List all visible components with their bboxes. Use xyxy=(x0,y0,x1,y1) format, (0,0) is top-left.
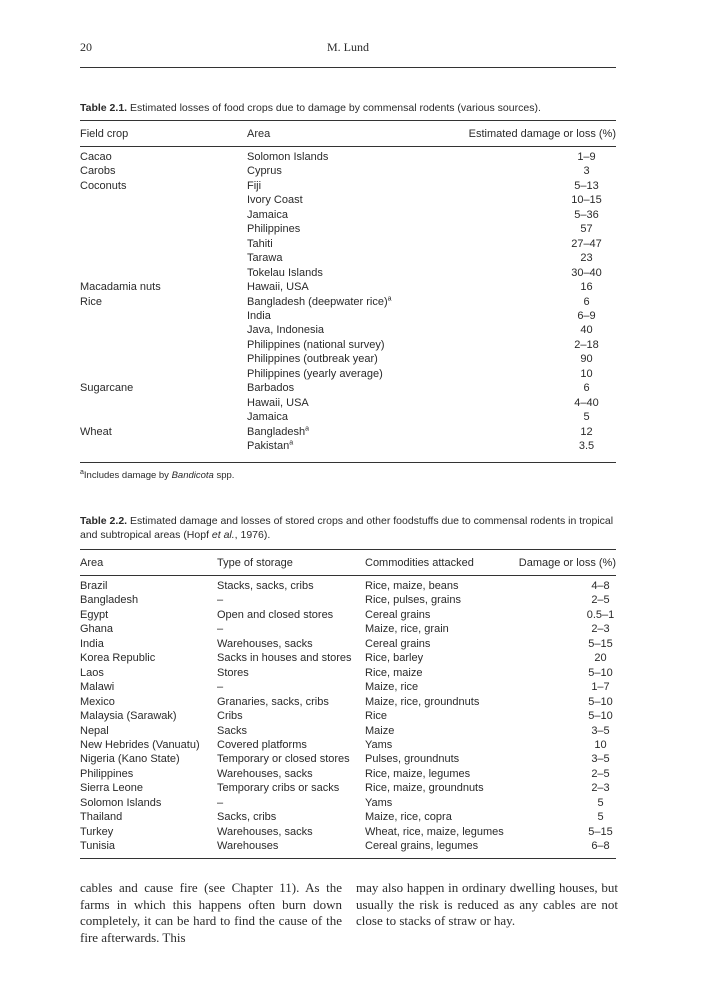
table2-caption-end: , 1976). xyxy=(234,529,271,541)
table1-area-text: Philippines (national survey) xyxy=(247,338,385,351)
table2-cell-area: Turkey xyxy=(80,825,114,838)
table2-cell-storage: Sacks, cribs xyxy=(217,811,277,824)
table2-cell-storage: Cribs xyxy=(217,710,243,723)
table2-bottom-rule xyxy=(80,858,616,859)
table1-cell-area xyxy=(247,222,447,236)
footnote-marker: a xyxy=(80,468,84,476)
table1 xyxy=(80,123,616,454)
table2-cell-damage: 2–3 xyxy=(591,623,610,636)
table1-cell-crop xyxy=(80,439,247,453)
table1-cell-damage: 5–13 xyxy=(574,179,599,192)
table1-cell-crop: Macadamia nuts xyxy=(80,281,161,294)
table1-area-text: India xyxy=(247,309,271,322)
table1-row xyxy=(80,439,616,453)
table2-cell-storage: – xyxy=(217,681,224,694)
table1-cell-area xyxy=(247,266,447,280)
table1-cell-area xyxy=(247,193,447,207)
table1-row xyxy=(80,208,616,222)
table2-cell-commodities: Cereal grains, legumes xyxy=(365,840,479,853)
table2-row xyxy=(80,709,616,723)
table1-area-text: Bangladesh xyxy=(247,425,306,438)
table2-cell-area: Malawi xyxy=(80,681,115,694)
table2-cell-storage: Warehouses, sacks xyxy=(217,767,313,780)
table1-cell-area xyxy=(247,179,447,193)
table2-cell-storage: – xyxy=(217,594,224,607)
table2-label: Table 2.2. xyxy=(80,515,128,527)
table1-cell-damage: 23 xyxy=(580,252,593,265)
table2-cell-commodities: Maize, rice, grain xyxy=(365,623,449,636)
table2-row xyxy=(80,574,616,593)
table1-cell-damage: 90 xyxy=(580,353,593,366)
table2-cell-storage: – xyxy=(217,623,224,636)
table1-area-text: Pakistan xyxy=(247,440,290,453)
table2-cell-commodities: Wheat, rice, maize, legumes xyxy=(365,825,504,838)
table1-row xyxy=(80,145,616,164)
table2-cell-storage: Covered platforms xyxy=(217,738,307,751)
table2-header-rule xyxy=(80,575,616,576)
table1-cell-area xyxy=(247,237,447,251)
table2-cell-storage: Warehouses, sacks xyxy=(217,637,313,650)
table2-cell-storage: Stacks, sacks, cribs xyxy=(217,580,314,592)
table1-row xyxy=(80,280,616,294)
table1-cell-area xyxy=(247,425,447,439)
table1-top-rule xyxy=(80,120,616,121)
table1-area-text: Solomon Islands xyxy=(247,151,329,163)
table1-cell-area xyxy=(247,367,447,381)
table1-row xyxy=(80,396,616,410)
table2-row xyxy=(80,637,616,651)
table1-area-text: Hawaii, USA xyxy=(247,281,309,294)
table1-cell-crop: Cacao xyxy=(80,151,112,163)
table1-cell-crop: Wheat xyxy=(80,425,112,438)
running-header xyxy=(80,40,616,58)
table2-cell-damage: 2–3 xyxy=(591,782,610,795)
table2-row xyxy=(80,622,616,636)
header-rule xyxy=(80,67,616,68)
table2-cell-storage: Warehouses xyxy=(217,840,279,853)
table2-cell-storage: Temporary cribs or sacks xyxy=(217,782,340,795)
table2-row xyxy=(80,738,616,752)
table1-row xyxy=(80,164,616,178)
table1-cell-crop xyxy=(80,410,247,424)
table1-cell-damage: 10–15 xyxy=(571,194,602,207)
table2-cell-commodities: Yams xyxy=(365,796,393,809)
table1-area-text: Jamaica xyxy=(247,208,288,221)
table1-caption xyxy=(80,101,616,115)
table1-cell-area xyxy=(247,396,447,410)
table1-cell-damage: 40 xyxy=(580,324,593,337)
table1-row xyxy=(80,193,616,207)
table2-cell-area: Thailand xyxy=(80,811,123,824)
table1-area-text: Philippines (outbreak year) xyxy=(247,353,378,366)
table2-cell-commodities: Rice, maize xyxy=(365,666,423,679)
table1-row xyxy=(80,251,616,265)
table2-row xyxy=(80,680,616,694)
table1-area-text: Java, Indonesia xyxy=(247,324,325,337)
table1-cell-area xyxy=(247,208,447,222)
table2-cell-area: Bangladesh xyxy=(80,594,139,607)
table2-col-damage: Damage or loss (%) xyxy=(518,557,616,569)
table2-cell-damage: 6–8 xyxy=(591,840,610,853)
table1-row xyxy=(80,410,616,424)
table1-area-text: Ivory Coast xyxy=(247,194,303,207)
table2-row xyxy=(80,781,616,795)
table1-row xyxy=(80,179,616,193)
table1-cell-crop: Coconuts xyxy=(80,179,127,192)
table1-area-text: Bangladesh (deepwater rice) xyxy=(247,295,388,308)
table1-area-text: Barbados xyxy=(247,382,295,395)
table2-cell-damage: 3–5 xyxy=(591,724,610,737)
table1-cell-damage: 57 xyxy=(580,223,593,236)
table2-cell-area: Brazil xyxy=(80,580,108,592)
table1-cell-damage: 3.5 xyxy=(578,440,595,453)
table2-cell-commodities: Maize xyxy=(365,724,395,737)
table2-cell-damage: 2–5 xyxy=(591,594,610,607)
table2-row xyxy=(80,767,616,781)
table1-cell-damage: 6 xyxy=(583,382,590,395)
table1-cell-damage: 6–9 xyxy=(577,309,596,322)
table2-col-commodities: Commodities attacked xyxy=(365,557,474,569)
table1-cell-area xyxy=(247,323,447,337)
table2-cell-commodities: Rice, maize, legumes xyxy=(365,767,471,780)
table2-cell-commodities: Pulses, groundnuts xyxy=(365,753,460,766)
table2-cell-storage: Temporary or closed stores xyxy=(217,753,350,766)
table1-cell-crop xyxy=(80,352,247,366)
table1-cell-damage: 12 xyxy=(580,425,593,438)
table1-cell-damage: 16 xyxy=(580,281,593,294)
table1-cell-damage: 10 xyxy=(580,367,593,380)
table1-footnote-marker: a xyxy=(305,424,310,432)
table1-row xyxy=(80,323,616,337)
table2-cell-damage: 5–10 xyxy=(588,695,613,708)
table2-cell-area: Mexico xyxy=(80,695,115,708)
table1-row xyxy=(80,309,616,323)
table2-caption-italic: et al. xyxy=(211,529,235,541)
table1-cell-crop: Rice xyxy=(80,295,103,308)
table1-cell-area xyxy=(247,251,447,265)
table2-cell-damage: 0.5–1 xyxy=(586,608,615,621)
page-number: 20 xyxy=(80,40,92,54)
table2-caption xyxy=(80,514,616,542)
table2-cell-damage: 5 xyxy=(597,796,604,809)
table1-caption-text: Estimated losses of food crops due to damage by commensal rodents (various sources). xyxy=(130,102,541,114)
table2-cell-commodities: Maize, rice, copra xyxy=(365,811,452,824)
table2-cell-storage: Granaries, sacks, cribs xyxy=(217,695,329,708)
table2-cell-damage: 2–5 xyxy=(591,767,610,780)
table2-cell-area: India xyxy=(80,637,104,650)
table2-cell-commodities: Rice, maize, groundnuts xyxy=(365,782,484,795)
table1-cell-damage: 5 xyxy=(583,411,590,424)
table1-area-text: Tokelau Islands xyxy=(247,266,323,279)
table1-area-text: Hawaii, USA xyxy=(247,396,309,409)
table2-cell-area: Sierra Leone xyxy=(80,782,143,795)
table1-area-text: Philippines (yearly average) xyxy=(247,367,383,380)
table2-cell-storage: Warehouses, sacks xyxy=(217,825,313,838)
table2-cell-area: Nigeria (Kano State) xyxy=(80,753,180,766)
table2-row xyxy=(80,810,616,824)
table1-cell-area xyxy=(247,295,447,309)
table2-top-rule xyxy=(80,549,616,550)
table1-cell-crop: Carobs xyxy=(80,165,116,178)
table1-cell-crop xyxy=(80,237,247,251)
table1-col-area: Area xyxy=(247,128,271,140)
table2-row xyxy=(80,608,616,622)
table2-cell-storage: – xyxy=(217,796,224,809)
table1-cell-area xyxy=(247,410,447,424)
table2-row xyxy=(80,651,616,665)
table1-row xyxy=(80,352,616,366)
body-text-column-1: cables and cause fire (see Chapter 11). As the farms in which this happens often burn down completely, it can be hard to find the cause of the fire afterwards. This xyxy=(80,880,342,945)
table1-cell-crop xyxy=(80,367,247,381)
table2-row xyxy=(80,666,616,680)
table2-cell-commodities: Maize, rice xyxy=(365,681,419,694)
table1-cell-area xyxy=(247,280,447,294)
table2-row xyxy=(80,839,616,853)
table1-cell-crop xyxy=(80,266,247,280)
table1-row xyxy=(80,222,616,236)
table1-cell-damage: 6 xyxy=(583,295,590,308)
table1-cell-crop xyxy=(80,396,247,410)
table2-cell-damage: 10 xyxy=(594,738,607,751)
table1-cell-crop xyxy=(80,222,247,236)
footnote-text: Includes damage by xyxy=(83,470,172,481)
table2-cell-commodities: Rice, maize, beans xyxy=(365,580,459,592)
table2-col-area: Area xyxy=(80,557,104,569)
table2-cell-storage: Sacks in houses and stores xyxy=(217,652,352,665)
table2-cell-storage: Sacks xyxy=(217,724,247,737)
table1-cell-crop xyxy=(80,323,247,337)
table1-cell-crop xyxy=(80,309,247,323)
table1-bottom-rule xyxy=(80,462,616,463)
table1-cell-damage: 2–18 xyxy=(574,338,599,351)
table1-area-text: Jamaica xyxy=(247,411,288,424)
table2-cell-damage: 20 xyxy=(594,652,607,665)
table2-cell-commodities: Yams xyxy=(365,738,393,751)
table1-cell-area xyxy=(247,352,447,366)
table2-cell-commodities: Rice xyxy=(365,710,388,723)
table2-row xyxy=(80,796,616,810)
table1-area-text: Tahiti xyxy=(247,237,273,250)
table1-cell-crop xyxy=(80,193,247,207)
table1-area-text: Tarawa xyxy=(247,252,283,265)
table2-cell-area: Laos xyxy=(80,666,104,679)
table1-cell-damage: 1–9 xyxy=(577,151,596,163)
table1-cell-damage: 30–40 xyxy=(571,266,602,279)
table2-cell-damage: 4–8 xyxy=(591,580,610,592)
table2-cell-damage: 3–5 xyxy=(591,753,610,766)
table2-cell-damage: 5–15 xyxy=(588,637,613,650)
table2-row xyxy=(80,752,616,766)
running-head-author: M. Lund xyxy=(327,40,369,54)
table1-row xyxy=(80,266,616,280)
table1-cell-damage: 5–36 xyxy=(574,208,599,221)
table1-cell-crop xyxy=(80,208,247,222)
table1-row xyxy=(80,425,616,439)
table2-cell-area: Korea Republic xyxy=(80,652,156,665)
table2-cell-area: Egypt xyxy=(80,608,109,621)
table2-row xyxy=(80,593,616,607)
table2-cell-area: Nepal xyxy=(80,724,109,737)
table1-cell-damage: 27–47 xyxy=(571,237,602,250)
table1-cell-crop: Sugarcane xyxy=(80,382,134,395)
table2-cell-storage: Stores xyxy=(217,666,249,679)
table2-cell-damage: 5–10 xyxy=(588,710,613,723)
table2-row xyxy=(80,724,616,738)
table1-row xyxy=(80,338,616,352)
table2-header-row xyxy=(80,552,616,574)
table1-row xyxy=(80,237,616,251)
table2-cell-storage: Open and closed stores xyxy=(217,608,334,621)
table2-cell-area: Philippines xyxy=(80,767,134,780)
table2-cell-commodities: Rice, barley xyxy=(365,652,424,665)
table2-cell-damage: 1–7 xyxy=(591,681,610,694)
table2-cell-area: New Hebrides (Vanuatu) xyxy=(80,738,200,751)
table1-col-damage: Estimated damage or loss (%) xyxy=(468,128,616,140)
table1-row xyxy=(80,381,616,395)
table1-header-row xyxy=(80,123,616,145)
table2-cell-area: Ghana xyxy=(80,623,114,636)
table1-cell-area xyxy=(247,439,447,453)
footnote-end: spp. xyxy=(213,470,235,481)
table2-caption-text: Estimated damage and losses of stored crops and other foodstuffs due to commensal rodents in tropical and subtropical areas (Hopf xyxy=(80,515,614,541)
table1-footnote-marker: a xyxy=(387,294,392,302)
table1-cell-damage: 4–40 xyxy=(574,396,599,409)
table2-cell-damage: 5–15 xyxy=(588,825,613,838)
table2-cell-area: Malaysia (Sarawak) xyxy=(80,710,177,723)
table1-footnote xyxy=(80,470,234,481)
table2-cell-commodities: Maize, rice, groundnuts xyxy=(365,695,480,708)
table1-area-text: Philippines xyxy=(247,223,301,236)
table2-row xyxy=(80,695,616,709)
table1-cell-area xyxy=(247,145,447,164)
table2 xyxy=(80,552,616,854)
table1-cell-damage: 3 xyxy=(583,165,590,178)
table2-col-storage: Type of storage xyxy=(217,557,293,569)
table1-cell-area xyxy=(247,309,447,323)
table1-row xyxy=(80,367,616,381)
table1-cell-area xyxy=(247,164,447,178)
table1-cell-area xyxy=(247,338,447,352)
table2-cell-damage: 5–10 xyxy=(588,666,613,679)
table2-cell-commodities: Cereal grains xyxy=(365,608,431,621)
table1-label: Table 2.1. xyxy=(80,102,128,114)
table1-cell-area xyxy=(247,381,447,395)
table1-col-field-crop: Field crop xyxy=(80,128,129,140)
body-text-column-2: may also happen in ordinary dwelling houses, but usually the risk is reduced as any cables are not close to stacks of straw or hay. xyxy=(356,880,618,928)
table1-cell-crop xyxy=(80,338,247,352)
table2-cell-commodities: Cereal grains xyxy=(365,637,431,650)
table2-row xyxy=(80,825,616,839)
table1-row xyxy=(80,295,616,309)
table2-cell-damage: 5 xyxy=(597,811,604,824)
table1-cell-crop xyxy=(80,251,247,265)
table1-header-rule xyxy=(80,146,616,147)
table2-cell-commodities: Rice, pulses, grains xyxy=(365,594,461,607)
table1-footnote-marker: a xyxy=(289,439,294,447)
table1-area-text: Cyprus xyxy=(247,165,282,178)
table2-cell-area: Tunisia xyxy=(80,840,116,853)
table2-cell-area: Solomon Islands xyxy=(80,796,162,809)
footnote-genus: Bandicota xyxy=(171,470,214,481)
table1-area-text: Fiji xyxy=(247,179,262,192)
